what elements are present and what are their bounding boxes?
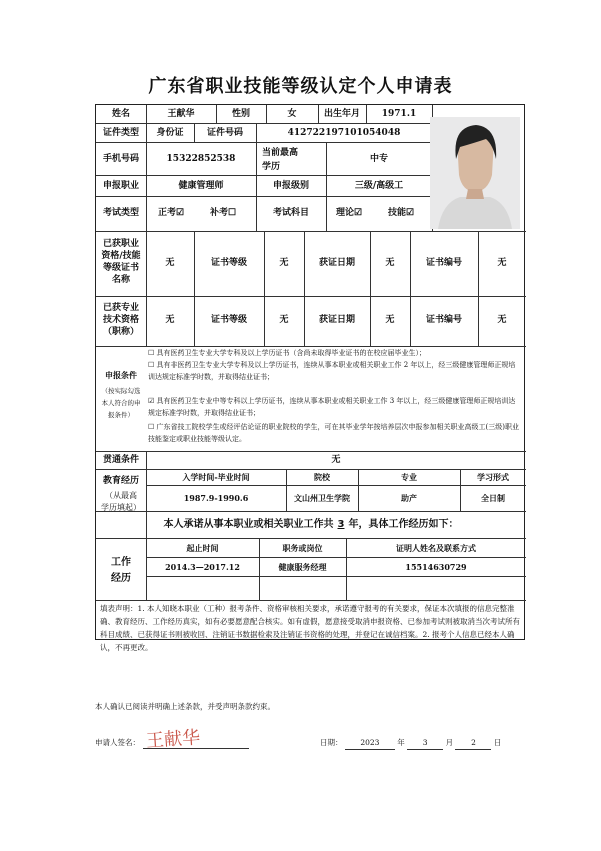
education-level-label-2: 学历 bbox=[262, 162, 281, 172]
professional-title-value: 无 bbox=[165, 315, 175, 325]
work-header-post: 职务或岗位 bbox=[282, 543, 323, 553]
work-contact: 15514630729 bbox=[405, 562, 467, 572]
occupation-label: 申报职业 bbox=[102, 181, 139, 191]
vocational-cert-no-value: 无 bbox=[497, 258, 507, 268]
work-time: 2014.3—2017.12 bbox=[165, 562, 240, 572]
professional-title-label-2: 技术资格 bbox=[102, 315, 139, 325]
exam-type-normal[interactable]: 正考☑ bbox=[158, 208, 185, 218]
education-header-major: 专业 bbox=[401, 472, 417, 482]
education-label-3: 学历填起） bbox=[101, 503, 141, 512]
id-type-label: 证件类型 bbox=[102, 128, 139, 138]
professional-cert-no-value: 无 bbox=[497, 315, 507, 325]
id-number-value: 412722197101054048 bbox=[287, 128, 401, 138]
id-type-value: 身份证 bbox=[156, 128, 184, 138]
condition-item[interactable]: ☐ 广东省技工院校学生或经评估论证的职业院校的学生，可在其毕业学年按培养层次申报参加相关职业高级工(三级)职业技能鉴定或职业技能等级认定。 bbox=[148, 423, 519, 443]
checkbox-icon: ☐ bbox=[148, 423, 155, 431]
work-label-1: 工作 bbox=[111, 557, 131, 568]
checked-box-icon: ☑ bbox=[354, 208, 363, 218]
education-form: 全日制 bbox=[481, 493, 505, 503]
education-major: 助产 bbox=[401, 493, 417, 503]
through-label: 贯通条件 bbox=[102, 455, 139, 465]
work-years: 3 bbox=[337, 519, 345, 530]
name-label: 姓名 bbox=[111, 109, 130, 119]
work-header-contact: 证明人姓名及联系方式 bbox=[396, 543, 476, 553]
vocational-cert-label-1: 已获职业 bbox=[102, 239, 139, 249]
professional-cert-level-label: 证书等级 bbox=[210, 315, 247, 325]
professional-cert-date-label: 获证日期 bbox=[318, 315, 355, 325]
professional-cert-date-value: 无 bbox=[385, 315, 395, 325]
checked-box-icon: ☑ bbox=[176, 208, 185, 218]
subject-theory[interactable]: 理论☑ bbox=[336, 208, 363, 218]
exam-type-label: 考试类型 bbox=[102, 208, 139, 218]
vocational-cert-no-label: 证书编号 bbox=[425, 258, 462, 268]
gender-value: 女 bbox=[287, 109, 297, 119]
vocational-cert-date-label: 获证日期 bbox=[318, 258, 355, 268]
signature-label: 申请人签名： bbox=[95, 738, 140, 747]
education-header-time: 入学时间-毕业时间 bbox=[182, 472, 250, 482]
education-level-value: 中专 bbox=[369, 154, 388, 164]
conditions-note-2: 本人符合的申 bbox=[101, 399, 141, 407]
unchecked-box-icon: ☐ bbox=[228, 208, 237, 218]
vocational-cert-value: 无 bbox=[165, 258, 175, 268]
checkbox-icon: ☐ bbox=[148, 349, 155, 357]
vocational-cert-level-value: 无 bbox=[279, 258, 289, 268]
education-school: 文山州卫生学院 bbox=[294, 493, 350, 503]
date-day: 2 bbox=[455, 736, 491, 750]
conditions-note-3: 报条件） bbox=[108, 411, 134, 419]
education-header-school: 院校 bbox=[314, 472, 330, 482]
work-header-time: 起止时间 bbox=[186, 543, 219, 553]
subject-skill[interactable]: 技能☑ bbox=[388, 208, 415, 218]
phone-value: 15322852538 bbox=[166, 154, 236, 164]
declaration-text: 填表声明：1. 本人知晓本职业（工种）报考条件、资格审核相关要求，承诺遵守报考的有关要求，保证本次填报的信息完整准确、教育经历、工作经历真实，如有必要愿意配合核实。如有虚假，愿意接受取消申报资格、已参加考试则被取消当次考试所有科目成绩、已获得证书则被收回、注销证书数据检索及注销证书资格的处理，并登记在诚信档案。2. 报考个人信息已经本人确认，不再更改。 bbox=[100, 604, 520, 652]
condition-item[interactable]: ☐ 具有医药卫生专业大学专科及以上学历证书（含尚未取得毕业证书的在校应届毕业生）； bbox=[148, 349, 427, 357]
phone-label: 手机号码 bbox=[102, 154, 139, 164]
condition-item[interactable]: ☐ 具有非医药卫生专业大学专科及以上学历证书，连续从事本职业或相关职业工作 2 年以上，经三级健康管理师正规培训达规定标准学时数，并取得结业证书； bbox=[148, 361, 516, 381]
exam-subject-label: 考试科目 bbox=[272, 208, 309, 218]
professional-cert-no-label: 证书编号 bbox=[425, 315, 462, 325]
gender-label: 性别 bbox=[231, 109, 250, 119]
birth-label: 出生年月 bbox=[323, 109, 360, 119]
vocational-cert-label-3: 等级证书 bbox=[102, 263, 139, 273]
confirm-statement: 本人确认已阅读并明确上述条款，并受声明条款约束。 bbox=[95, 702, 275, 711]
checkbox-icon: ☑ bbox=[148, 397, 155, 405]
education-label-2: （从最高 bbox=[105, 491, 137, 500]
vocational-cert-level-label: 证书等级 bbox=[210, 258, 247, 268]
work-label-2: 经历 bbox=[111, 573, 131, 584]
handwritten-signature: 王献华 bbox=[145, 727, 201, 752]
level-label: 申报级别 bbox=[272, 181, 309, 191]
education-header-form: 学习形式 bbox=[477, 472, 509, 482]
date-row: 日期： 2023 年 3 月 2 日 bbox=[320, 736, 501, 750]
through-value: 无 bbox=[331, 455, 341, 465]
education-time: 1987.9-1990.6 bbox=[183, 493, 249, 503]
id-number-label: 证件号码 bbox=[206, 128, 243, 138]
checked-box-icon: ☑ bbox=[406, 208, 415, 218]
vocational-cert-label-2: 资格/技能 bbox=[101, 251, 141, 261]
professional-cert-level-value: 无 bbox=[279, 315, 289, 325]
vocational-cert-label-4: 名称 bbox=[111, 275, 130, 285]
name-value: 王献华 bbox=[167, 109, 195, 119]
exam-type-makeup[interactable]: 补考☐ bbox=[210, 208, 237, 218]
date-year: 2023 bbox=[345, 736, 395, 750]
professional-title-label-3: （职称） bbox=[102, 327, 139, 337]
checkbox-icon: ☐ bbox=[148, 361, 155, 369]
work-pledge: 本人承诺从事本职业或相关职业工作共 3 年，具体工作经历如下： bbox=[163, 519, 459, 530]
professional-title-label-1: 已获专业 bbox=[102, 303, 139, 313]
occupation-value: 健康管理师 bbox=[178, 181, 224, 191]
condition-item[interactable]: ☑ 具有医药卫生专业中等专科以上学历证书，连续从事本职业或相关职业工作 3 年以上，经三级健康管理师正规培训达规定标准学时数，并取得结业证书； bbox=[148, 397, 516, 417]
level-value: 三级/高级工 bbox=[354, 181, 404, 191]
work-post: 健康服务经理 bbox=[278, 562, 327, 572]
birth-value: 1971.1 bbox=[381, 109, 417, 119]
conditions-label: 申报条件 bbox=[105, 371, 137, 380]
education-level-label-1: 当前最高 bbox=[262, 148, 299, 158]
conditions-note-1: （按实际勾选 bbox=[101, 387, 141, 395]
vocational-cert-date-value: 无 bbox=[385, 258, 395, 268]
education-label-1: 教育经历 bbox=[102, 476, 139, 486]
applicant-photo bbox=[430, 117, 520, 229]
date-month: 3 bbox=[407, 736, 443, 750]
form-title: 广东省职业技能等级认定个人申请表 bbox=[148, 76, 453, 97]
